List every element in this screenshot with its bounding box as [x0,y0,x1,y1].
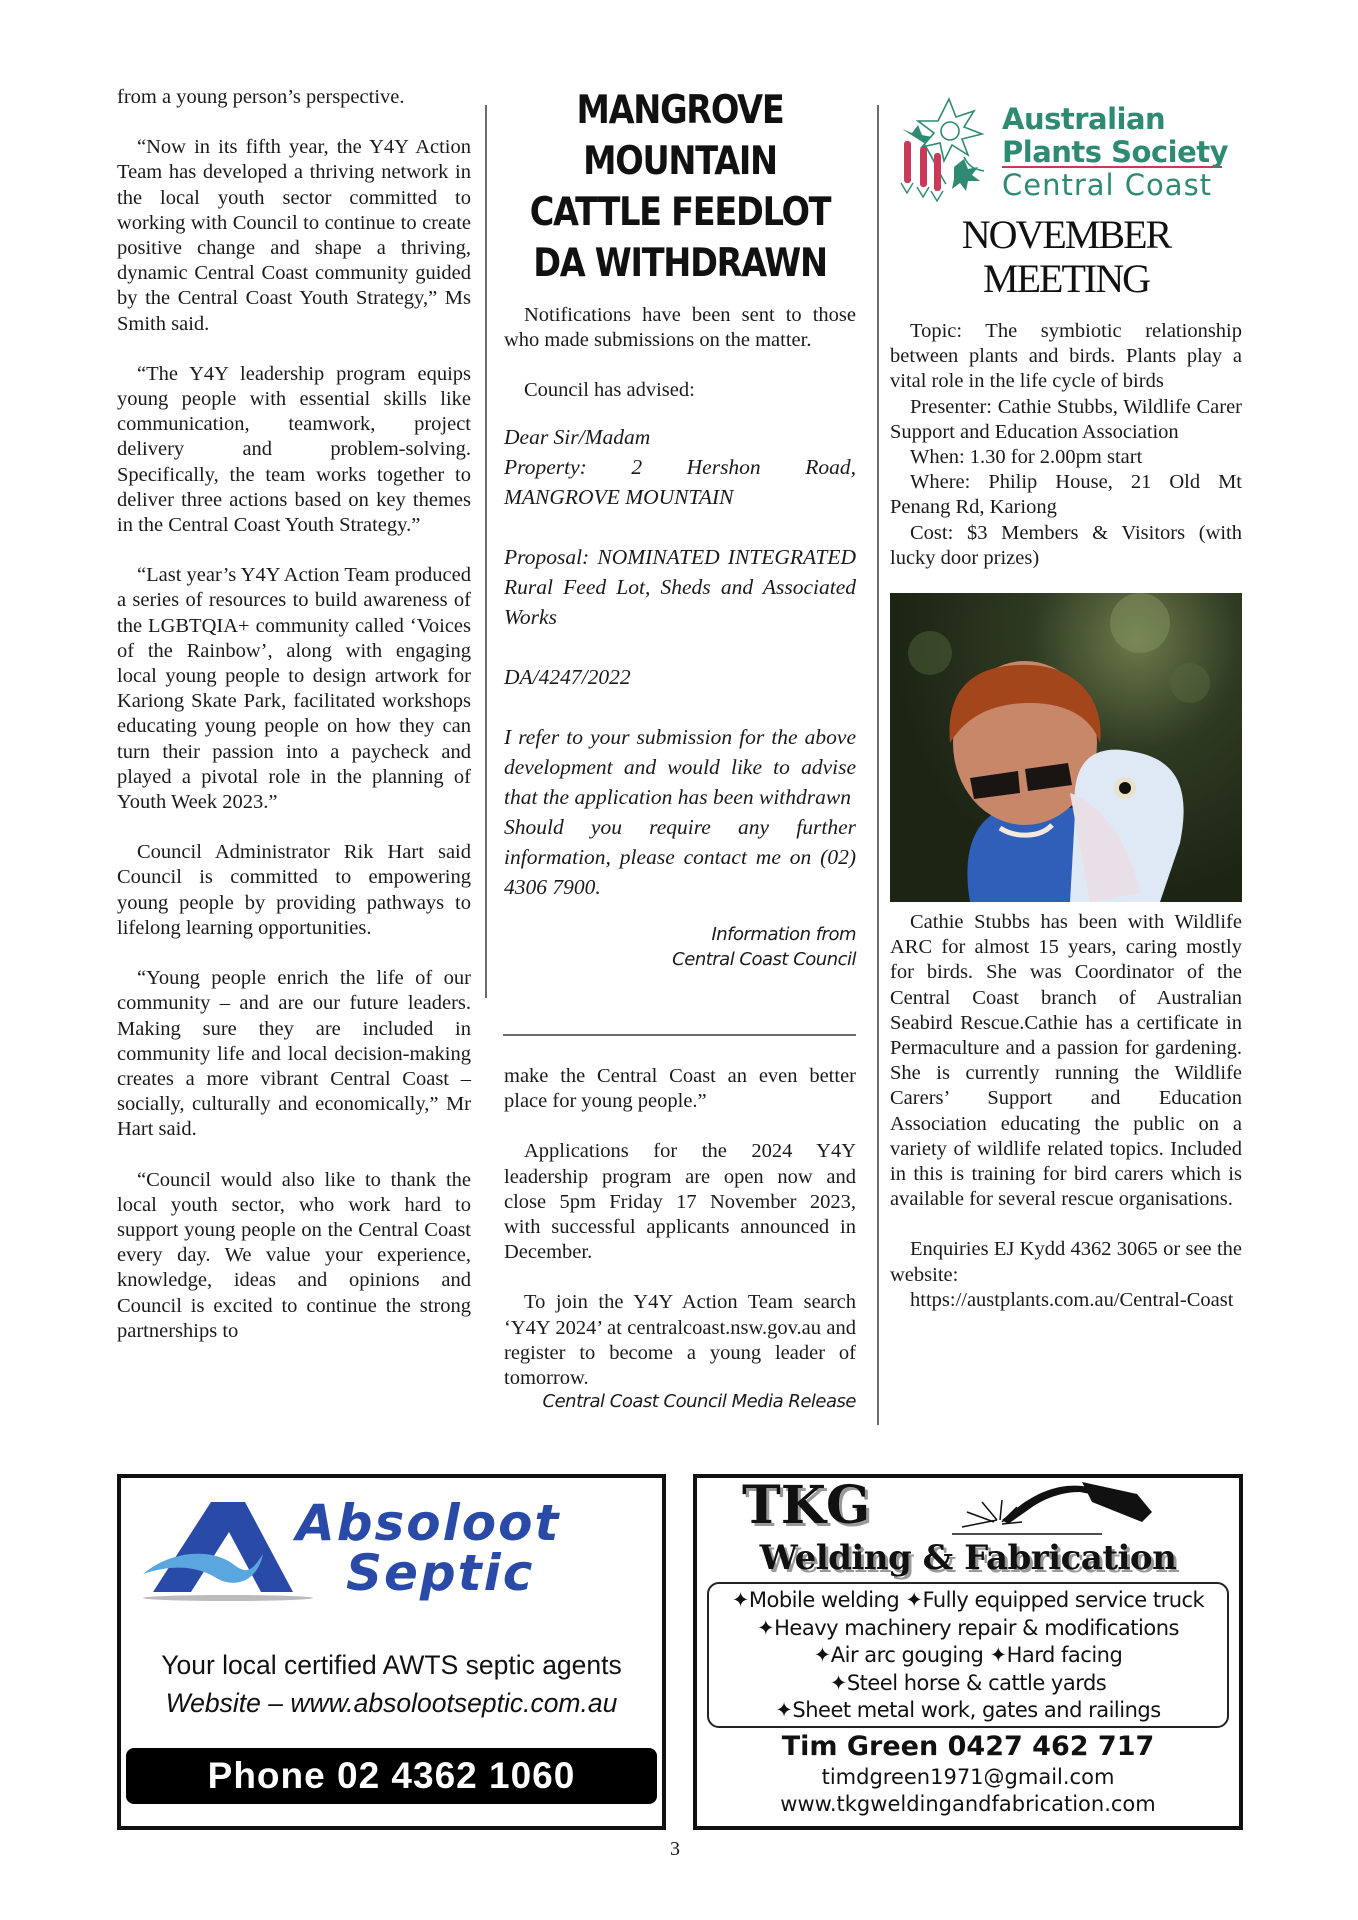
tkg-subtitle: Welding & Fabrication [759,1538,1177,1578]
source-line: Central Coast Council [672,948,856,970]
letter-property: Property: 2 Hershon Road, MANGROVE MOUNTAIN [504,454,856,509]
tkg-title: TKG [742,1475,871,1536]
source-line: Information from [711,923,856,945]
service-line: ✦Steel horse & cattle yards [829,1670,1107,1695]
tkg-contact-name-phone: Tim Green 0427 462 717 [781,1731,1155,1762]
tkg-website[interactable]: www.tkgweldingandfabrication.com [780,1792,1156,1816]
waratah-flower-icon [894,89,1004,209]
aps-column [890,85,1242,1313]
meeting-presenter: Presenter: Cathie Stubbs, Wildlife Carer Support and Education Association [890,395,1242,443]
column-divider-right [877,105,879,1425]
article-paragraph: “The Y4Y leadership program equips young people with essential skills like communication, teamwork, project delivery and problem-solving. Specifically, the team works together to deliver three actions based on key themes in the Central Coast Youth Strategy.” [117,362,471,537]
headline-line: CATTLE FEEDLOT [529,190,831,235]
article-paragraph: “Council would also like to thank the local youth sector, who work hard to support young people on the Central Coast every day. We value your experience, knowledge, ideas and opinions and Council is excited to continue the strong partnerships to [117,1168,471,1342]
youth-article-source: Central Coast Council Media Release [542,1391,856,1413]
meeting-title-line: NOVEMBER [961,212,1171,257]
feedlot-headline [503,85,857,289]
article-paragraph: make the Central Coast an even better place for young people.” [504,1065,856,1113]
tkg-welding-ad [693,1474,1243,1830]
meeting-title-line: MEETING [983,256,1149,301]
tkg-contact [697,1730,1239,1818]
tkg-services-box [707,1582,1229,1728]
meeting-title [890,213,1242,301]
presenter-bio: Cathie Stubbs has been with Wildlife ARC for almost 15 years, caring mostly for birds. She was Coordinator of the Central Coast branch of Australian Seabird Rescue.Cathie has a certificate in Permaculture and a passion for gardening. She is currently running the Wildlife Carers’ Support and Education Association educating the public on a variety of wildlife related topics. Included in this is training for bird carers which is available for several rescue organisations. [890,911,1242,1211]
tkg-email[interactable]: timdgreen1971@gmail.com [821,1765,1115,1789]
headline-line: MOUNTAIN [583,139,777,184]
aps-logo [890,85,1242,205]
article-paragraph: Applications for the 2024 Y4Y leadership program are open now and close 5pm Friday 17 November 2023, with successful applicants announced in December. [504,1140,856,1264]
page-number: 3 [670,1838,680,1860]
absoloot-septic-ad [117,1474,666,1830]
presenter-photo [890,593,1242,902]
meeting-when: When: 1.30 for 2.00pm start [910,446,1143,469]
article-paragraph: Council Administrator Rik Hart said Council is committed to empowering young people by providing pathways to lifelong learning opportunities. [117,841,471,939]
letter-proposal: Proposal: NOMINATED INTEGRATED Rural Feed Lot, Sheds and Associated Works [504,544,856,629]
presenter-photo-illustration [890,593,1242,902]
article-paragraph: To join the Y4Y Action Team search ‘Y4Y 2024’ at centralcoast.nsw.gov.au and register to become a young leader of tomorrow. [504,1291,856,1390]
septic-tagline [121,1646,662,1722]
service-line: ✦Air arc gouging ✦Hard facing [813,1643,1123,1667]
letter-reference: DA/4247/2022 [504,664,631,689]
council-letter [504,422,856,902]
brand-line: Absoloot [296,1494,561,1552]
septic-phone-banner: Phone 02 4362 1060 [126,1748,657,1804]
service-line: ✦Mobile welding ✦Fully equipped service truck [731,1588,1205,1612]
septic-website[interactable]: Website – www.absolootseptic.com.au [165,1688,618,1718]
feedlot-source [504,922,856,972]
septic-tagline-text: Your local certified AWTS septic agents [161,1650,622,1680]
feedlot-intro: Notifications have been sent to those who made submissions on the matter. [504,304,856,352]
column-divider-left [485,105,487,998]
article-paragraph: from a young person’s perspective. [117,86,405,108]
meeting-details [890,319,1242,571]
article-paragraph: “Young people enrich the life of our community – and are our future leaders. Making sure they are included in community life and local decision-making creates a more vibrant Central Coast – socially, culturally and economically,” Mr Hart said. [117,967,471,1141]
service-line: ✦Heavy machinery repair & modifications [757,1615,1179,1640]
service-line: ✦Sheet metal work, gates and railings [775,1698,1161,1722]
article-paragraph: “Now in its fifth year, the Y4Y Action Team has developed a thriving network in the local youth sector committed to working with Council to continue to create positive change and shape a thriving, dynamic Central Coast community guided by the Central Coast Youth Strategy,” Ms Smith said. [117,136,471,335]
aps-wordmark-line: Central Coast [1002,168,1213,202]
feedlot-article-column [504,85,856,972]
meeting-topic: Topic: The symbiotic relationship between plants and birds. Plants play a vital role in the life cycle of birds [890,320,1242,393]
headline-line: MANGROVE [576,88,784,133]
youth-article-continued [504,1064,856,1414]
youth-article-column [117,85,471,1369]
meeting-where: Where: Philip House, 21 Old Mt Penang Rd, Kariong [890,471,1242,519]
meeting-cost: Cost: $3 Members & Visitors (with lucky door prizes) [890,521,1242,569]
letter-contact: Should you require any further information, please contact me on (02) 4306 7900. [504,814,856,899]
section-divider [503,1034,856,1036]
brand-line: Septic [346,1544,535,1602]
absoloot-a-logo-icon [133,1494,313,1604]
aps-website-link[interactable]: https://austplants.com.au/Central-Coast [910,1288,1234,1311]
letter-body: I refer to your submission for the above development and would like to advise that the application has been withdrawn [504,724,856,809]
welding-torch-icon [952,1482,1182,1544]
aps-wordmark-line: Australian [1002,102,1166,136]
aps-wordmark-line: Plants Society [1002,135,1229,169]
letter-salutation: Dear Sir/Madam [504,424,651,449]
aps-wordmark [1002,103,1228,202]
article-paragraph: “Last year’s Y4Y Action Team produced a series of resources to build awareness of the LGBTQIA+ community called ‘Voices of the Rainbow’, along with engaging local young people to design artwork for Kariong Skate Park, facilitated workshops educating young people on how they can turn their passion into a paycheck and played a pivotal role in the planning of Youth Week 2023.” [117,564,471,814]
absoloot-brand [296,1494,561,1602]
enquiries: Enquiries EJ Kydd 4362 3065 or see the website: [890,1238,1242,1286]
feedlot-advised: Council has advised: [524,379,695,402]
headline-line: DA WITHDRAWN [533,241,827,286]
